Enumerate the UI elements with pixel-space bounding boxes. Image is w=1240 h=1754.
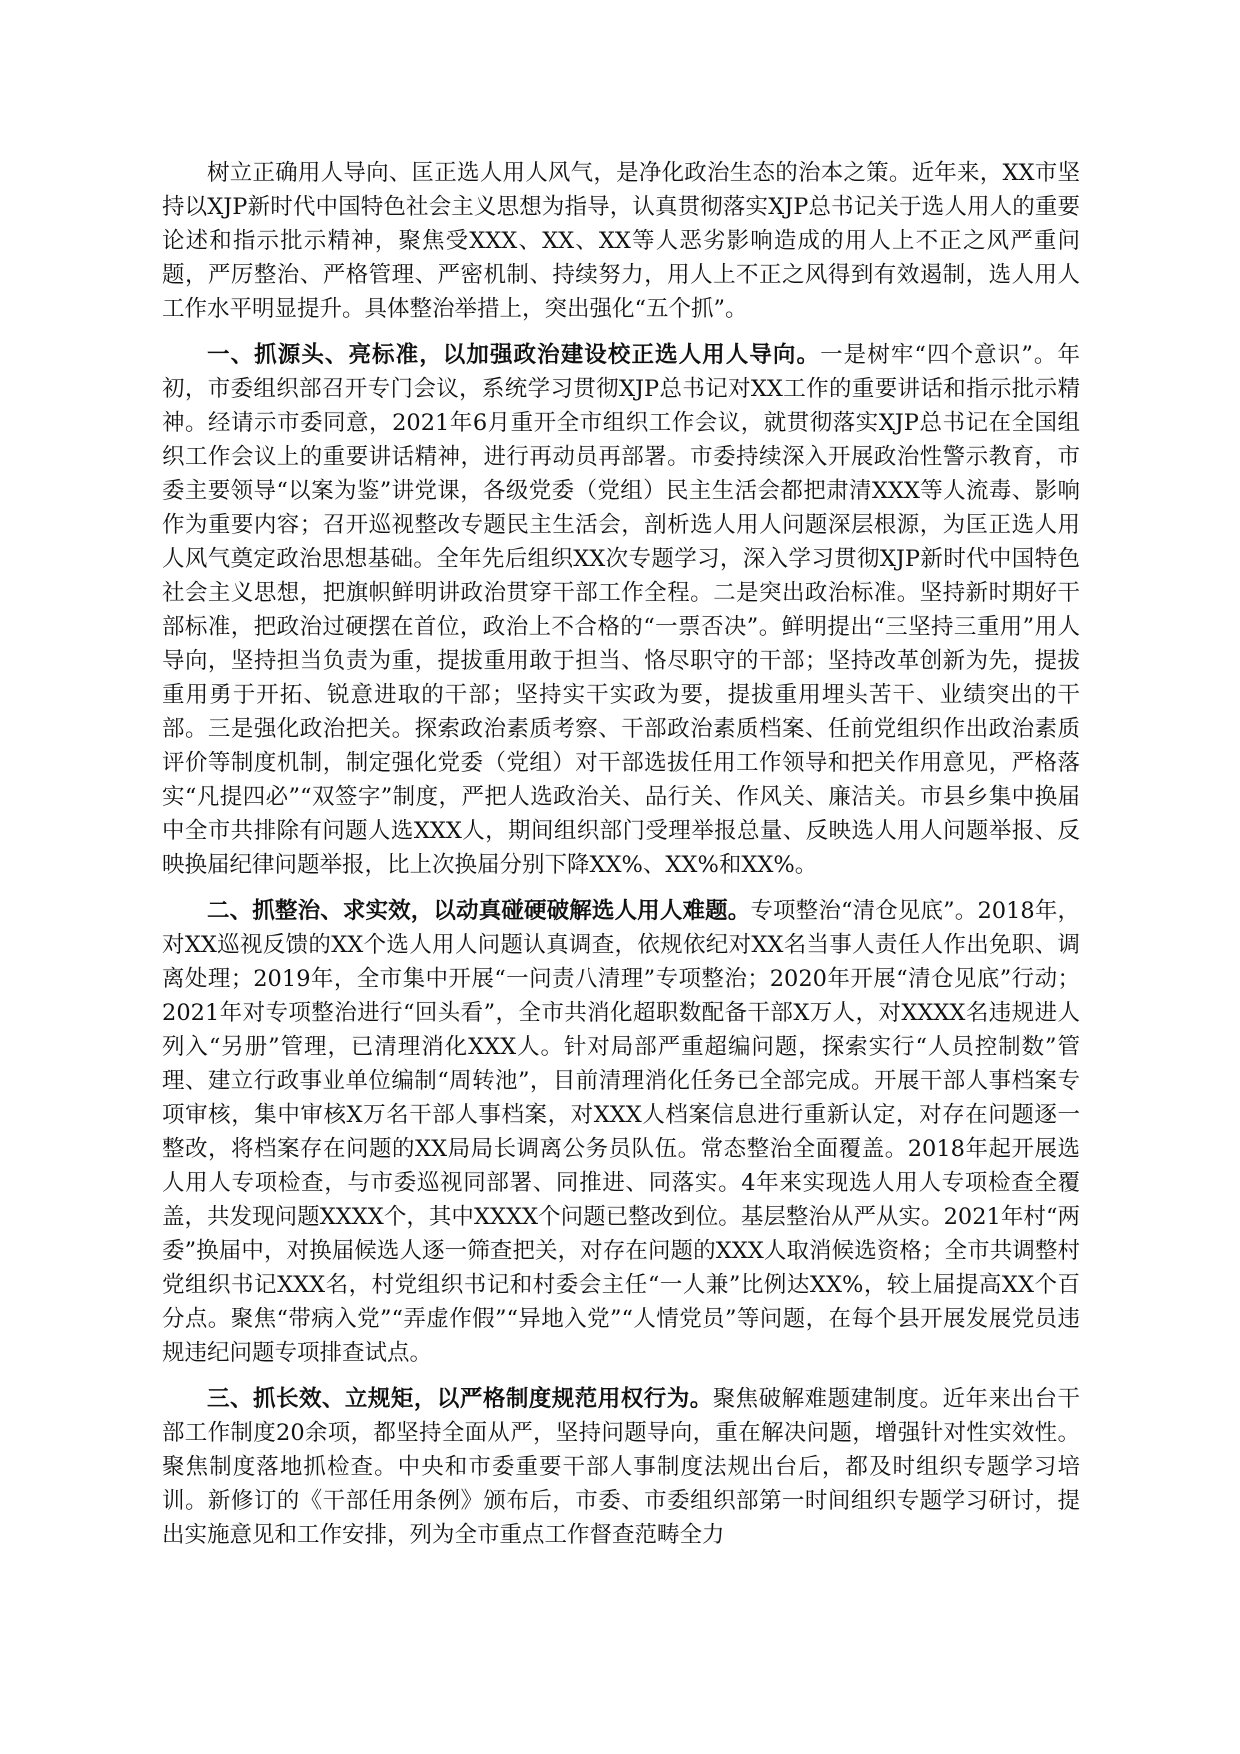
document-page bbox=[162, 156, 1080, 1564]
intro-paragraph bbox=[162, 156, 1080, 326]
section-3-paragraph bbox=[162, 1382, 1080, 1552]
section-1-heading: 一、抓源头、亮标准，以加强政治建设校正选人用人导向。 bbox=[207, 342, 821, 368]
section-3-heading: 三、抓长效、立规矩，以严格制度规范用权行为。 bbox=[207, 1386, 713, 1412]
section-1-body: 一是树牢“四个意识”。年初，市委组织部召开专门会议，系统学习贯彻XJP总书记对XX工作的重要讲话和指示批示精神。经请示市委同意，2021年6月重开全市组织工作会议，就贯彻落实XJP总书记在全国组织工作会议上的重要讲话精神，进行再动员再部署。市委持续深入开展政治性警示教育，市委主要领导“以案为鉴”讲党课，各级党委（党组）民主生活会都把肃清XXX等人流毒、影响作为重要内容；召开巡视整改专题民主生活会，剖析选人用人问题深层根源，为匡正选人用人风气奠定政治思想基础。全年先后组织XX次专题学习，深入学习贯彻XJP新时代中国特色社会主义思想，把旗帜鲜明讲政治贯穿干部工作全程。二是突出政治标准。坚持新时期好干部标准，把政治过硬摆在首位，政治上不合格的“一票否决”。鲜明提出“三坚持三重用”用人导向，坚持担当负责为重，提拔重用敢于担当、恪尽职守的干部；坚持改革创新为先，提拔重用勇于开拓、锐意进取的干部；坚持实干实政为要，提拔重用埋头苦干、业绩突出的干部。三是强化政治把关。探索政治素质考察、干部政治素质档案、任前党组织作出政治素质评价等制度机制，制定强化党委（党组）对干部选拔任用工作领导和把关作用意见，严格落实“凡提四必”“双签字”制度，严把人选政治关、品行关、作风关、廉洁关。市县乡集中换届中全市共排除有问题人选XXX人，期间组织部门受理举报总量、反映选人用人问题举报、反映换届纪律问题举报，比上次换届分别下降XX%、XX%和XX%。 bbox=[162, 342, 1080, 878]
section-3-body: 聚焦破解难题建制度。近年来出台干部工作制度20余项，都坚持全面从严，坚持问题导向，重在解决问题，增强针对性实效性。聚焦制度落地抓检查。中央和市委重要干部人事制度法规出台后，都及时组织专题学习培训。新修订的《干部任用条例》颁布后，市委、市委组织部第一时间组织专题学习研讨，提出实施意见和工作安排，列为全市重点工作督查范畴全力 bbox=[162, 1386, 1080, 1548]
section-2-paragraph bbox=[162, 894, 1080, 1370]
section-2-body: 专项整治“清仓见底”。2018年，对XX巡视反馈的XX个选人用人问题认真调查，依规依纪对XX名当事人责任人作出免职、调离处理；2019年，全市集中开展“一问责八清理”专项整治；2020年开展“清仓见底”行动；2021年对专项整治进行“回头看”，全市共消化超职数配备干部X万人，对XXXX名违规进人列入“另册”管理，已清理消化XXX人。针对局部严重超编问题，探索实行“人员控制数”管理、建立行政事业单位编制“周转池”，目前清理消化任务已全部完成。开展干部人事档案专项审核，集中审核X万名干部人事档案，对XXX人档案信息进行重新认定，对存在问题逐一整改，将档案存在问题的XX局局长调离公务员队伍。常态整治全面覆盖。2018年起开展选人用人专项检查，与市委巡视同部署、同推进、同落实。4年来实现选人用人专项检查全覆盖，共发现问题XXXX个，其中XXXX个问题已整改到位。基层整治从严从实。2021年村“两委”换届中，对换届候选人逐一筛查把关，对存在问题的XXX人取消候选资格；全市共调整村党组织书记XXX名，村党组织书记和村委会主任“一人兼”比例达XX%，较上届提高XX个百分点。聚焦“带病入党”“弄虚作假”“异地入党”“人情党员”等问题，在每个县开展发展党员违规违纪问题专项排查试点。 bbox=[162, 898, 1080, 1366]
paragraph-body: 树立正确用人导向、匡正选人用人风气，是净化政治生态的治本之策。近年来，XX市坚持以XJP新时代中国特色社会主义思想为指导，认真贯彻落实XJP总书记关于选人用人的重要论述和指示批示精神，聚焦受XXX、XX、XX等人恶劣影响造成的用人上不正之风严重问题，严厉整治、严格管理、严密机制、持续努力，用人上不正之风得到有效遏制，选人用人工作水平明显提升。具体整治举措上，突出强化“五个抓”。 bbox=[162, 160, 1080, 322]
section-2-heading: 二、抓整治、求实效，以动真碰硬破解选人用人难题。 bbox=[207, 898, 751, 924]
section-1-paragraph bbox=[162, 338, 1080, 882]
